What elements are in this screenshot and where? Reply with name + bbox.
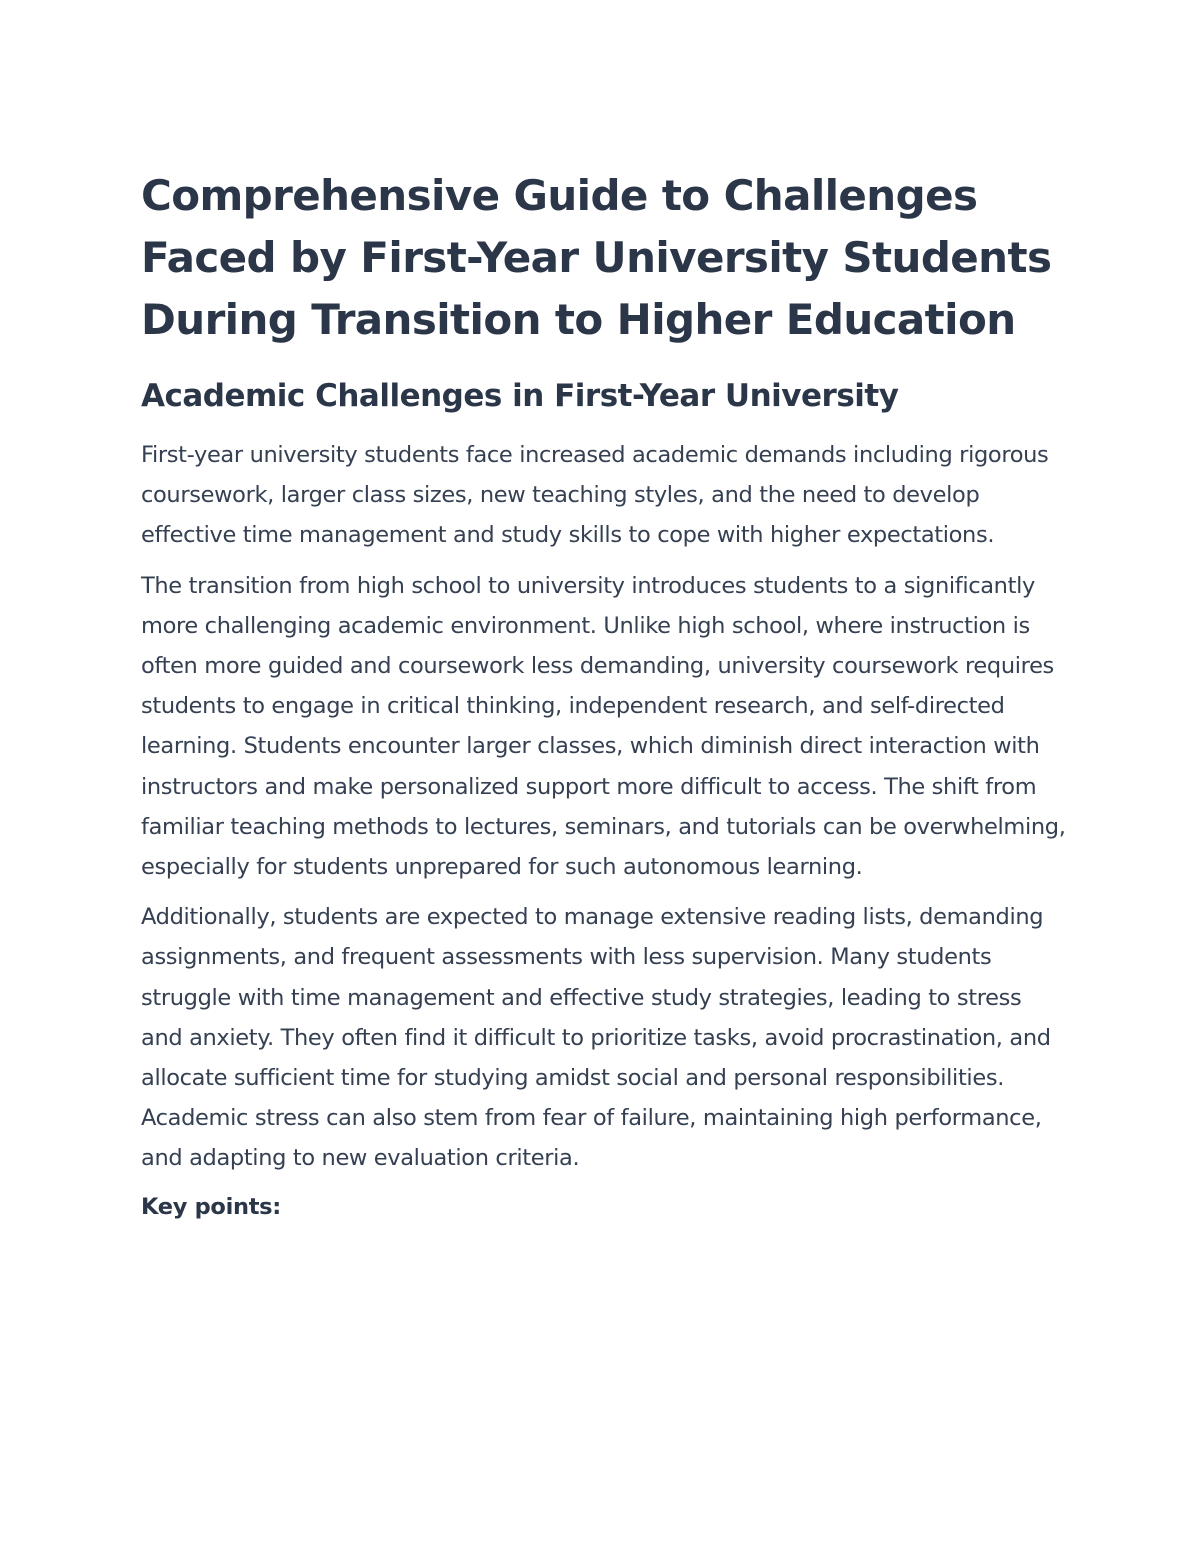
document-page xyxy=(141,165,1066,1227)
paragraph-additionally: Additionally, students are expected to manage extensive reading lists, demanding assignments, and frequent assessments with less supervision. Many students struggle with time management and effective study strategies, leading to stress and anxiety. They often find it difficult to prioritize tasks, avoid procrastination, and allocate sufficient time for studying amidst social and personal responsibilities. Academic stress can also stem from fear of failure, maintaining high performance, and adapting to new evaluation criteria. xyxy=(141,904,1051,1172)
paragraph-transition: The transition from high school to university introduces students to a significantly more challenging academic environment. Unlike high school, where instruction is often more guided and coursework less demanding, university coursework requires students to engage in critical thinking, independent research, and self-directed learning. Students encounter larger classes, which diminish direct interaction with instructors and make personalized support more difficult to access. The shift from familiar teaching methods to lectures, seminars, and tutorials can be overwhelming, especially for students unprepared for such autonomous learning. xyxy=(141,572,1066,881)
key-points-label: Key points: xyxy=(141,1193,281,1220)
document-title: Comprehensive Guide to Challenges Faced by First-Year University Students During Transition to Higher Education xyxy=(141,171,1052,344)
section-heading: Academic Challenges in First-Year University xyxy=(141,378,899,414)
paragraph-intro: First-year university students face increased academic demands including rigorous coursework, larger class sizes, new teaching styles, and the need to develop effective time management and study skills to cope with higher expectations. xyxy=(141,442,1049,549)
